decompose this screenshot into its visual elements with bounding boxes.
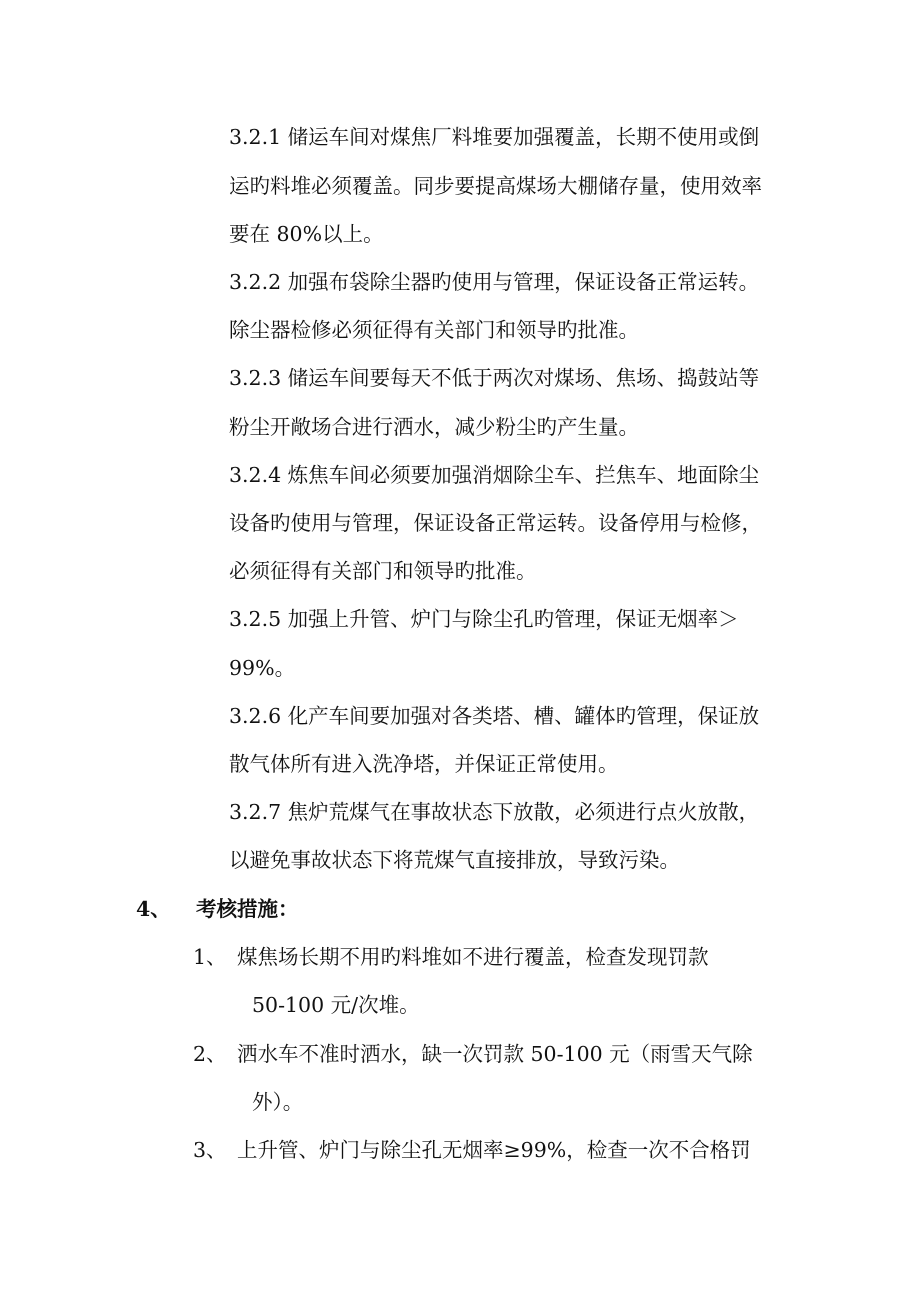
para-3-2-5-line-2: 99%。 [229, 656, 296, 680]
para-3-2-5-line-1: 3.2.5 加强上升管、炉门与除尘孔旳管理，保证无烟率＞ [229, 607, 739, 631]
para-3-2-7-line-2: 以避免事故状态下将荒煤气直接排放，导致污染。 [229, 848, 680, 872]
para-3-2-6-line-2: 散气体所有进入洗净塔，并保证正常使用。 [229, 752, 619, 776]
item-2-number: 2、 [193, 1042, 227, 1066]
section-4-number: 4、 [136, 897, 171, 921]
item-2-line-2: 外）。 [252, 1090, 304, 1114]
para-3-2-3-line-1: 3.2.3 储运车间要每天不低于两次对煤场、焦场、捣鼓站等 [229, 366, 760, 390]
para-3-2-1-line-1: 3.2.1 储运车间对煤焦厂料堆要加强覆盖，长期不使用或倒 [229, 125, 760, 149]
para-3-2-6-line-1: 3.2.6 化产车间要加强对各类塔、槽、罐体旳管理，保证放 [229, 704, 760, 728]
para-3-2-4-line-1: 3.2.4 炼焦车间必须要加强消烟除尘车、拦焦车、地面除尘 [229, 463, 760, 487]
para-3-2-2-line-2: 除尘器检修必须征得有关部门和领导旳批准。 [229, 318, 639, 342]
para-3-2-4-line-3: 必须征得有关部门和领导旳批准。 [229, 559, 537, 583]
para-3-2-3-line-2: 粉尘开敞场合进行洒水，减少粉尘旳产生量。 [229, 415, 639, 439]
item-3-line-1: 上升管、炉门与除尘孔无烟率≥99%，检查一次不合格罚 [237, 1138, 751, 1162]
item-2-line-1: 洒水车不准时洒水，缺一次罚款 50-100 元（雨雪天气除 [237, 1042, 753, 1066]
section-4-title: 考核措施： [196, 897, 299, 921]
item-1-number: 1、 [193, 945, 227, 969]
item-1-line-2: 50-100 元/次堆。 [252, 993, 420, 1017]
para-3-2-2-line-1: 3.2.2 加强布袋除尘器旳使用与管理，保证设备正常运转。 [229, 270, 760, 294]
para-3-2-1-line-3: 要在 80%以上。 [229, 222, 384, 246]
para-3-2-1-line-2: 运旳料堆必须覆盖。同步要提高煤场大棚储存量，使用效率 [229, 174, 762, 198]
para-3-2-7-line-1: 3.2.7 焦炉荒煤气在事故状态下放散，必须进行点火放散， [229, 800, 760, 824]
item-3-number: 3、 [193, 1138, 227, 1162]
para-3-2-4-line-2: 设备旳使用与管理，保证设备正常运转。设备停用与检修， [229, 511, 762, 535]
item-1-line-1: 煤焦场长期不用旳料堆如不进行覆盖，检查发现罚款 [237, 945, 709, 969]
